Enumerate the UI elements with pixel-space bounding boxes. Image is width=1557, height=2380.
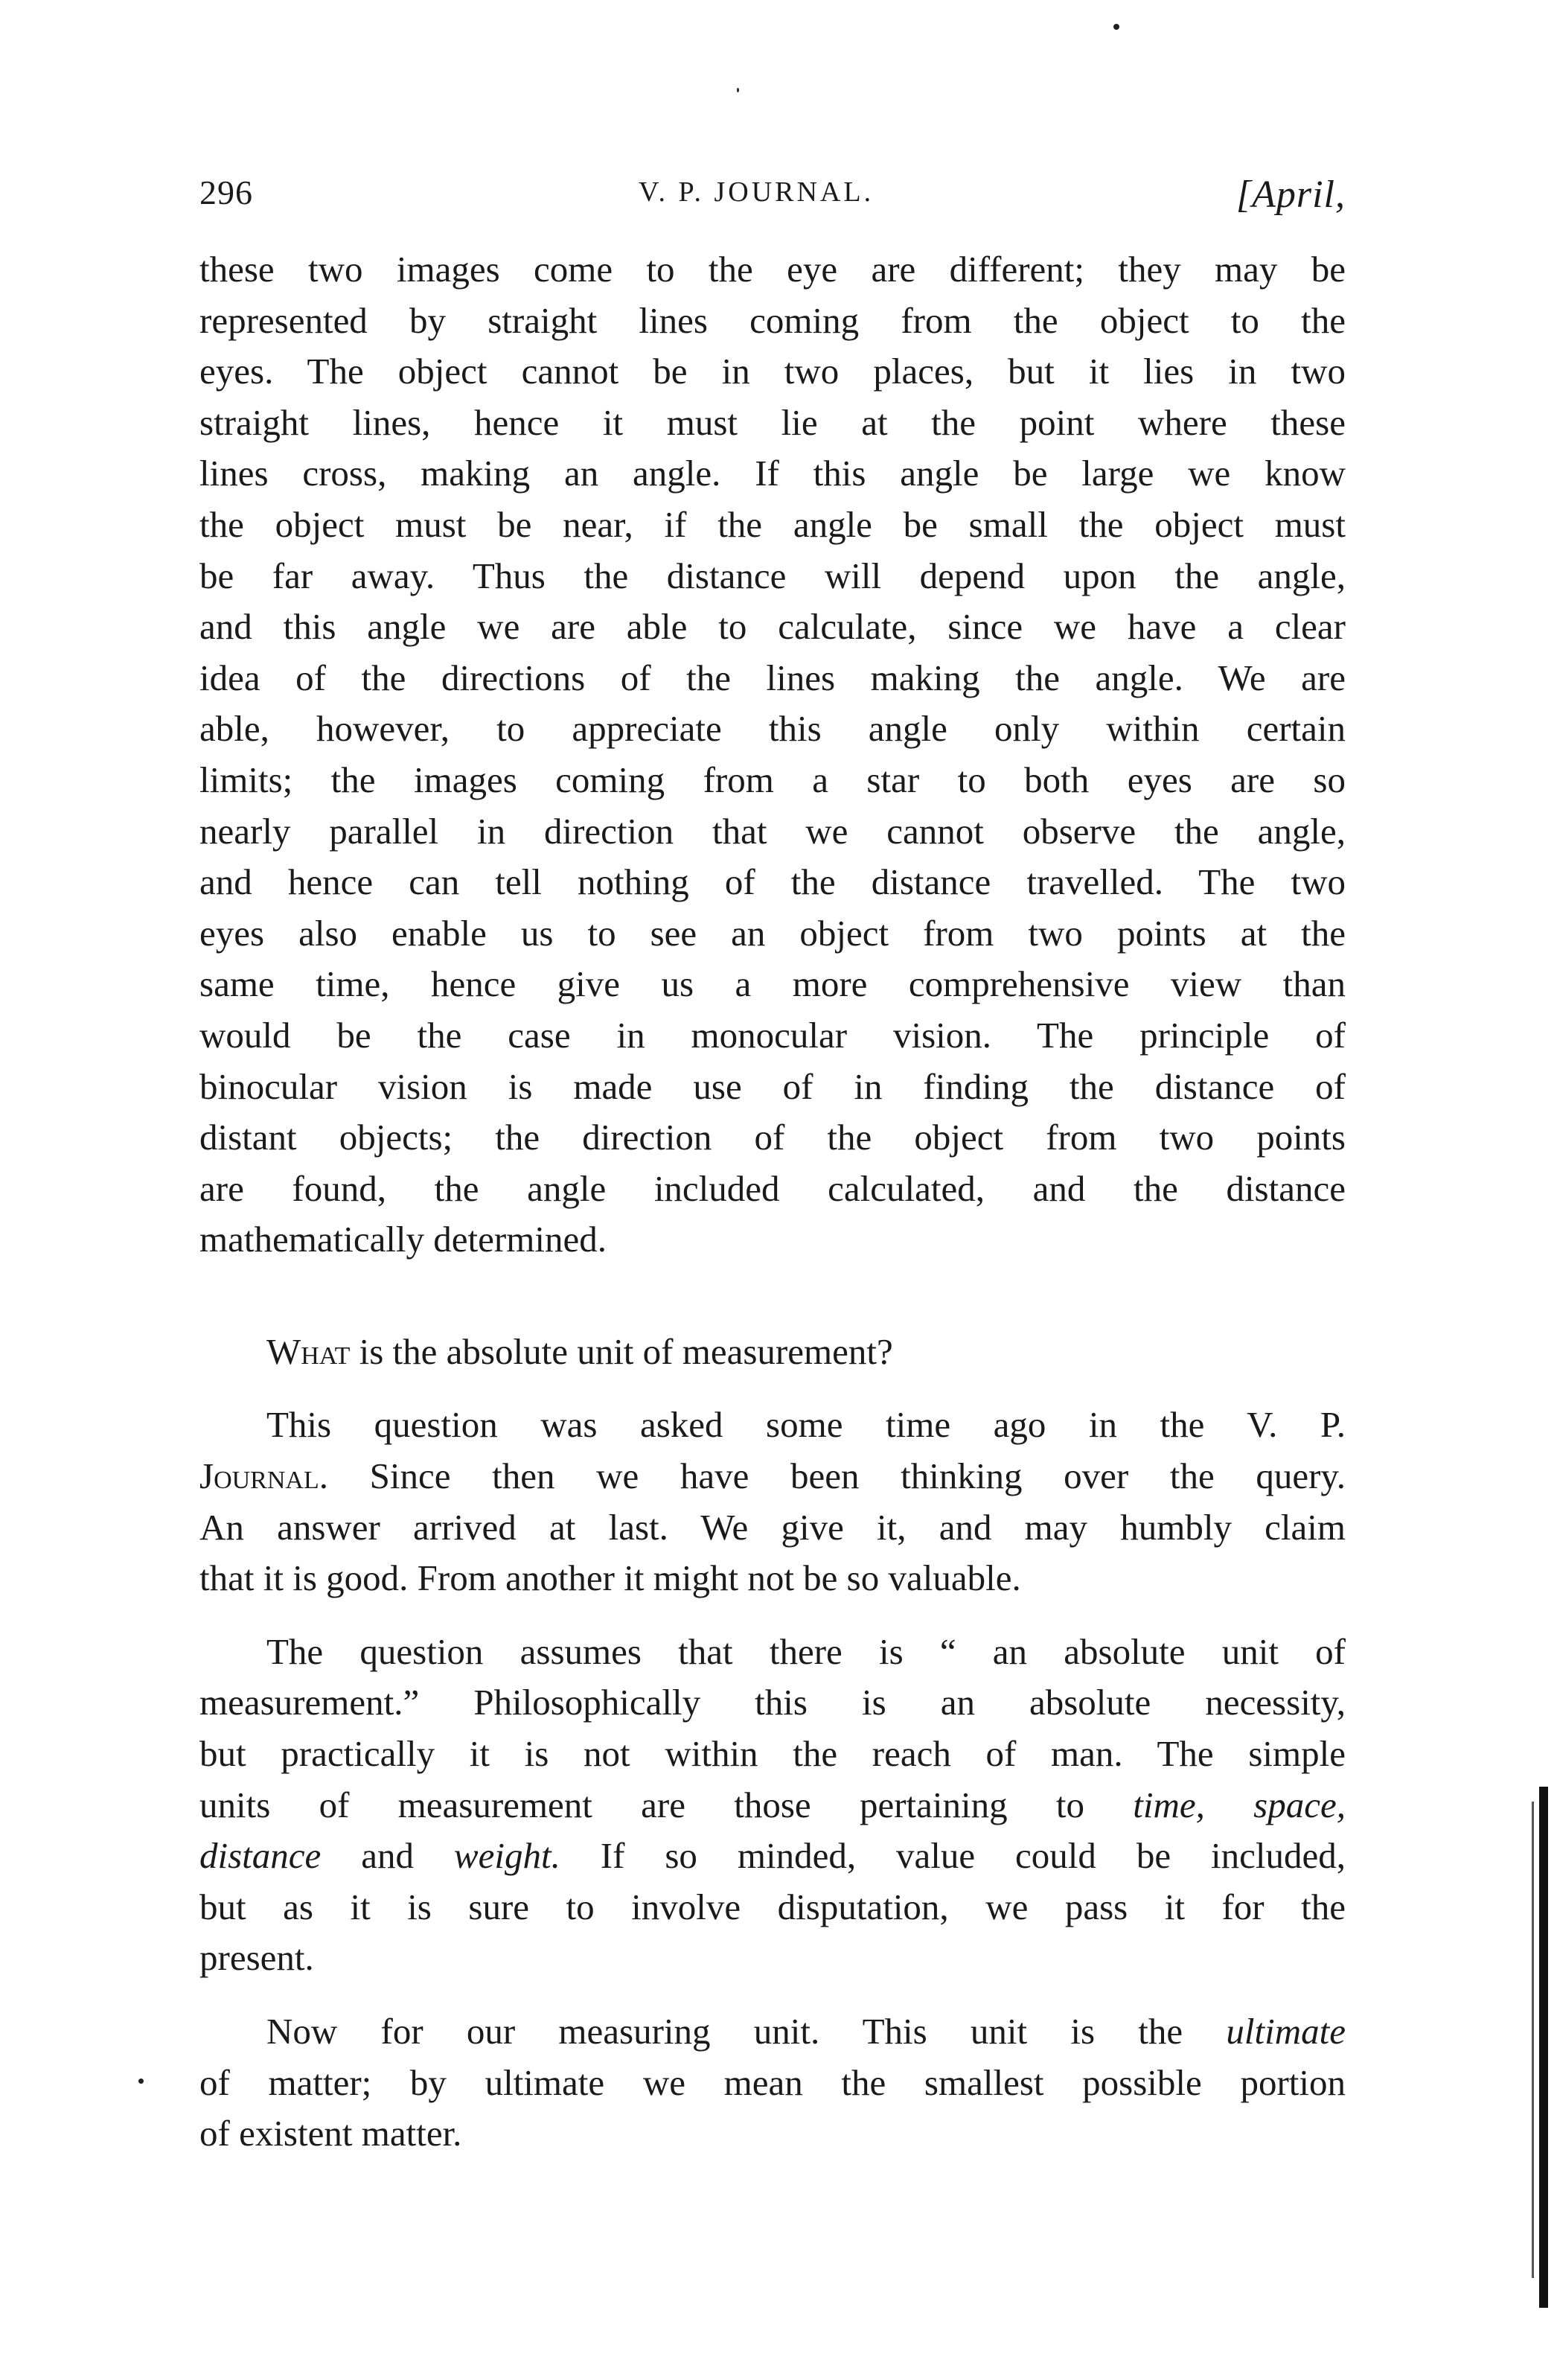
text-line: eyes. The object cannot be in two places, but it lies in two	[199, 351, 1346, 392]
text-line: present.	[199, 1937, 314, 1979]
text-line: An answer arrived at last. We give it, and may humbly claim	[199, 1506, 1346, 1548]
section-spacer	[199, 1377, 1346, 1400]
text-span: and	[321, 1835, 454, 1877]
text-line: able, however, to appreciate this angle only within certain	[199, 708, 1346, 750]
text-line: limits; the images coming from a star to both eyes are so	[199, 759, 1346, 800]
italic-term: ultimate	[1226, 2011, 1346, 2052]
journal-name: Journal.	[199, 1455, 328, 1497]
page-header	[199, 173, 1346, 225]
scan-edge-bar	[1539, 1787, 1548, 2308]
text-span: Now for our measuring unit. This unit is the	[266, 2011, 1227, 2052]
italic-term: distance	[199, 1835, 322, 1877]
italic-term: time, space,	[1133, 1784, 1346, 1825]
text-line	[199, 1780, 1346, 1831]
text-line: The question assumes that there is “ an absolute unit of	[266, 1630, 1346, 1672]
text-line: the object must be near, if the angle be small the object must	[199, 503, 1346, 545]
italic-term: weight.	[453, 1835, 560, 1877]
text-line: mathematically determined.	[199, 1219, 607, 1260]
text-line: idea of the directions of the lines making the angle. We are	[199, 657, 1346, 698]
text-line: This question was asked some time ago in the V. P.	[266, 1404, 1346, 1446]
text-line: lines cross, making an angle. If this angle be large we know	[199, 453, 1346, 494]
paragraph-binocular-vision	[199, 244, 1346, 1266]
text-line: same time, hence give us a more comprehensive view than	[199, 963, 1346, 1005]
text-line: and hence can tell nothing of the distance travelled. The two	[199, 861, 1346, 903]
question-text: is the absolute unit of measurement?	[350, 1330, 893, 1372]
text-line: are found, the angle included calculated, and the distance	[199, 1167, 1346, 1209]
text-line: these two images come to the eye are different; they may be	[199, 249, 1346, 290]
text-line	[199, 1451, 1346, 1502]
section-spacer	[199, 1266, 1346, 1327]
scan-edge-shadow	[1532, 1802, 1534, 2278]
body-text	[199, 244, 1346, 2160]
paragraph-question-asked	[199, 1400, 1346, 1604]
text-line	[199, 1831, 1346, 1882]
text-line: binocular vision is made use of in finding the distance of	[199, 1065, 1346, 1107]
paragraph-measuring-unit	[199, 2006, 1346, 2160]
text-line: of matter; by ultimate we mean the smallest possible portion	[199, 2061, 1346, 2103]
text-line: but as it is sure to involve disputation, we pass it for the	[199, 1886, 1346, 1927]
page-number: 296	[199, 173, 253, 211]
text-line: represented by straight lines coming from the object to the	[199, 299, 1346, 341]
text-line: straight lines, hence it must lie at the point where these	[199, 401, 1346, 443]
section-spacer	[199, 1984, 1346, 2006]
running-title: V. P. JOURNAL.	[639, 176, 875, 208]
question-heading	[199, 1327, 1346, 1378]
running-month: [April,	[1235, 173, 1346, 216]
text-span: units of measurement are those pertaining to	[199, 1784, 1134, 1825]
text-line	[199, 1327, 1346, 1378]
ink-speck	[138, 2078, 144, 2084]
text-line: nearly parallel in direction that we cannot observe the angle,	[199, 810, 1346, 852]
text-line: would be the case in monocular vision. The principle of	[199, 1014, 1346, 1056]
text-line: distant objects; the direction of the object from two points	[199, 1117, 1346, 1158]
text-line: that it is good. From another it might not be so valuable.	[199, 1557, 1021, 1599]
section-spacer	[199, 1604, 1346, 1627]
text-line: of existent matter.	[199, 2113, 462, 2154]
text-line: be far away. Thus the distance will depend upon the angle,	[199, 555, 1346, 596]
ink-speck	[1113, 24, 1119, 30]
text-line: eyes also enable us to see an object from two points at the	[199, 912, 1346, 954]
text-span: Since then we have been thinking over the query.	[327, 1455, 1346, 1497]
question-lead-word: What	[266, 1330, 351, 1372]
text-line	[199, 2006, 1346, 2058]
paragraph-absolute-unit	[199, 1627, 1346, 1984]
text-span: If so minded, value could be included,	[560, 1835, 1346, 1877]
ink-speck	[737, 88, 739, 92]
text-line: measurement.” Philosophically this is an absolute necessity,	[199, 1682, 1346, 1723]
text-line: but practically it is not within the reach of man. The simple	[199, 1733, 1346, 1775]
text-line: and this angle we are able to calculate, since we have a clear	[199, 606, 1346, 648]
